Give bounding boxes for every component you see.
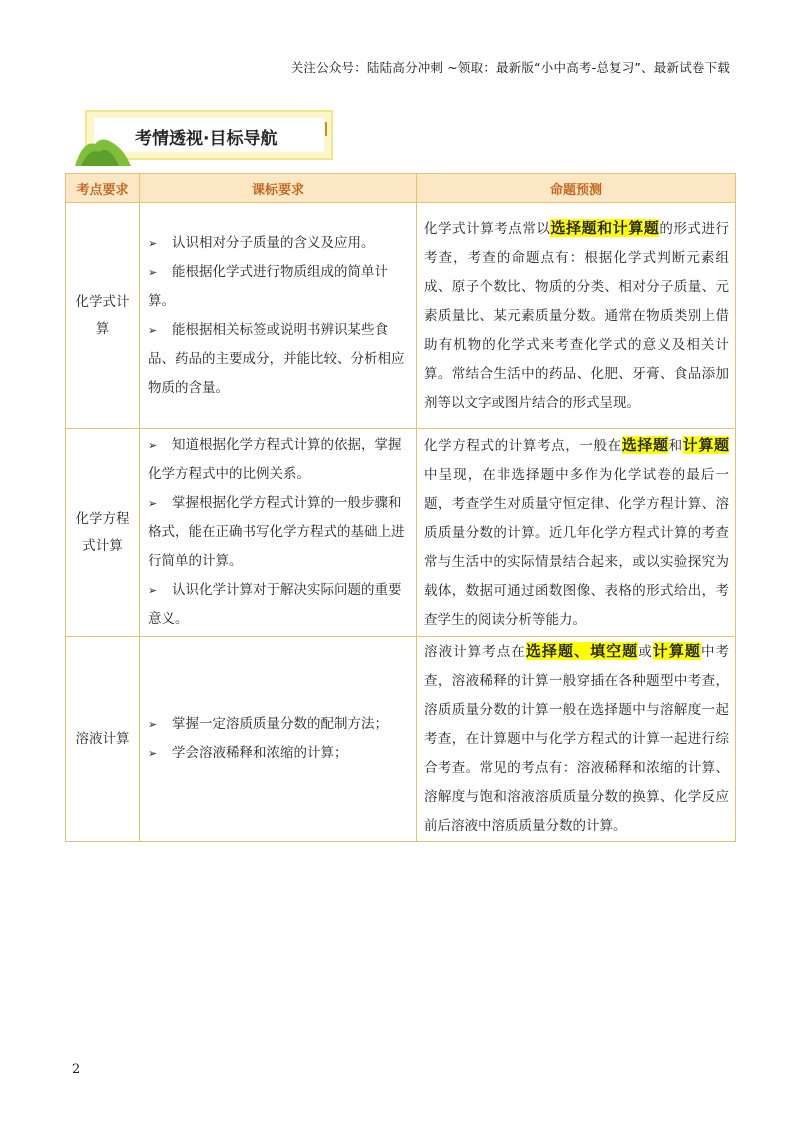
mountain-icon — [73, 132, 133, 166]
prediction-text: 中考查，溶液稀释的计算一般穿插在各种题型中考查，溶质质量分数的计算一般在选择题中与溶解度一起考查，在计算题中与化学方程式的计算一起进行综合考查。常见的考点有：溶液稀释和浓缩的计算、溶解度与饱和溶液溶质质量分数的换算、化学反应前后溶液中溶质质量分数的计算。 — [424, 644, 729, 834]
requirement-text: 学会溶液稀释和浓缩的计算； — [172, 745, 348, 761]
highlighted-keyword: 计算题 — [682, 435, 729, 454]
exam-analysis-table — [65, 173, 736, 842]
highlighted-keyword: 选择题 — [550, 218, 598, 237]
arrow-bullet-icon: ➢ — [148, 584, 158, 597]
requirement-text: 能根据相关标签或说明书辨识某些食品、药品的主要成分，并能比较、分析相应物质的含量。 — [148, 321, 405, 396]
table-header-row — [66, 174, 736, 203]
requirement-item — [148, 431, 408, 489]
requirements-cell — [140, 203, 417, 429]
banner-accent-mark — [325, 122, 327, 136]
requirements-cell — [140, 429, 417, 637]
prediction-text: 和 — [668, 437, 683, 454]
arrow-bullet-icon: ➢ — [148, 265, 158, 279]
prediction-cell — [417, 429, 736, 637]
banner-title: 考情透视·目标导航 — [135, 129, 278, 149]
highlighted-keyword: 选择题、填空题 — [525, 642, 639, 660]
topic-cell: 溶液计算 — [66, 637, 140, 842]
page-number: 2 — [72, 1062, 81, 1077]
requirement-item — [148, 258, 408, 316]
requirement-text: 认识化学计算对于解决实际问题的重要意义。 — [148, 582, 402, 627]
topic-cell: 化学式计算 — [66, 203, 140, 429]
prediction-cell — [417, 637, 736, 842]
prediction-text: 化学式计算考点常以 — [424, 220, 551, 237]
arrow-bullet-icon: ➢ — [148, 236, 158, 250]
requirement-item — [148, 576, 408, 634]
requirement-item — [148, 489, 408, 576]
arrow-bullet-icon: ➢ — [148, 497, 158, 510]
highlighted-keyword: 计算题 — [652, 642, 701, 660]
table-row — [66, 203, 736, 429]
requirement-text: 掌握根据化学方程式计算的一般步骤和格式，能在正确书写化学方程式的基础上进行简单的计算。 — [148, 495, 405, 569]
requirements-cell — [140, 637, 417, 842]
highlighted-keyword: 和 — [597, 218, 613, 237]
highlighted-keyword: 计算题 — [612, 218, 660, 237]
requirement-item — [148, 229, 408, 258]
arrow-bullet-icon: ➢ — [148, 323, 158, 337]
arrow-bullet-icon: ➢ — [148, 439, 158, 452]
prediction-text: 化学方程式的计算考点，一般在 — [424, 437, 622, 454]
prediction-text: 中呈现，在非选择题中多作为化学试卷的最后一题，考查学生对质量守恒定律、化学方程计算、溶质质量分数的计算。近几年化学方程式计算的考查常与生活中的实际情景结合起来，或以实验探究为载体，数据可通过函数图像、表格的形式给出，考查学生的阅读分析等能力。 — [424, 466, 729, 628]
page-header-text: 关注公众号：陆陆高分冲刺 ~领取：最新版“小中高考-总复习”、最新试卷下载 — [290, 60, 730, 75]
header-cell: 命题预测 — [417, 174, 736, 203]
requirement-text: 认识相对分子质量的含义及应用。 — [172, 234, 375, 251]
prediction-cell — [417, 203, 736, 429]
requirement-text: 掌握一定溶质质量分数的配制方法； — [172, 716, 388, 732]
prediction-text: 溶液计算考点在 — [424, 644, 526, 660]
requirement-text: 知道根据化学方程式计算的依据，掌握化学方程式中的比例关系。 — [148, 437, 402, 482]
requirement-item — [148, 710, 408, 739]
highlighted-keyword: 选择题 — [621, 435, 669, 454]
arrow-bullet-icon: ➢ — [148, 747, 158, 760]
table-row — [66, 637, 736, 842]
requirement-text: 能根据化学式进行物质组成的简单计算。 — [148, 263, 388, 309]
arrow-bullet-icon: ➢ — [148, 718, 158, 731]
requirement-item — [148, 316, 408, 403]
table-row — [66, 429, 736, 637]
topic-cell: 化学方程式计算 — [66, 429, 140, 637]
section-banner — [73, 110, 335, 166]
header-cell: 考点要求 — [66, 174, 140, 203]
requirement-item — [148, 739, 408, 768]
prediction-text: 的形式进行考查，考查的命题点有：根据化学式判断元素组成、原子个数比、物质的分类、相对分子质量、元素质量比、某元素质量分数。通常在物质类别上借助有机物的化学式来考查化学式的意义及相关计算。常结合生活中的药品、化肥、牙膏、食品添加剂等以文字或图片结合的形式呈现。 — [424, 220, 730, 411]
header-cell: 课标要求 — [140, 174, 417, 203]
prediction-text: 或 — [638, 644, 653, 660]
